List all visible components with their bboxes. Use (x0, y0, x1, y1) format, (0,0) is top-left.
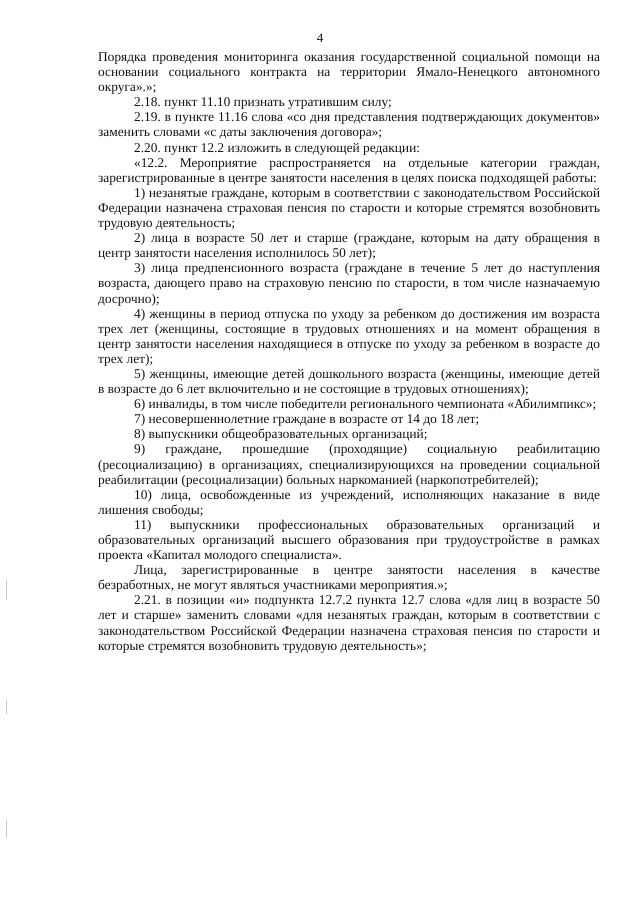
paragraph: Порядка проведения мониторинга оказания государственной социальной помощи на основании социального контракта на территории Ямало-Ненецкого автономного округа».»; (98, 49, 600, 95)
paragraph: 2.21. в позиции «и» подпункта 12.7.2 пункта 12.7 слова «для лиц в возрасте 50 лет и старше» заменить словами «для незанятых граждан, которым в соответствии с законодательством Российской Федерации назначена страховая пенсия по старости и которые стремятся возобновить трудовую деятельность»; (98, 592, 600, 653)
list-item: 9) граждане, прошедшие (проходящие) социальную реабилитацию (ресоциализацию) в организациях, специализирующихся на проведении социальной реабилитации (ресоциализации) больных наркоманией (наркопотребителей); (98, 441, 600, 487)
list-item: 1) незанятые граждане, которым в соответствии с законодательством Российской Федерации назначена страховая пенсия по старости и которые стремятся возобновить трудовую деятельность; (98, 184, 600, 231)
list-item: 8) выпускники общеобразовательных организаций; (134, 426, 428, 442)
paragraph: Лица, зарегистрированные в центре занятости населения в качестве безработных, не могут являться участниками мероприятия.»; (98, 562, 600, 593)
paragraph: «12.2. Мероприятие распространяется на отдельные категории граждан, зарегистрированные в центре занятости населения в целях поиска подходящей работы: (98, 154, 600, 185)
scan-margin-mark (6, 700, 7, 714)
list-item: 11) выпускники профессиональных образовательных организаций и образовательных организаций высшего образования при трудоустройстве в рамках проекта «Капитал молодого специалиста». (98, 516, 600, 563)
list-item: 10) лица, освобожденные из учреждений, исполняющих наказание в виде лишения свободы; (98, 486, 600, 517)
paragraph: 2.19. в пункте 11.16 слова «со дня представления подтверждающих документов» заменить словами «с даты заключения договора»; (98, 109, 600, 140)
list-item: 5) женщины, имеющие детей дошкольного возраста (женщины, имеющие детей в возрасте до 6 лет включительно и не состоящие в трудовых отношениях); (98, 365, 600, 397)
paragraph: 2.18. пункт 11.10 признать утратившим силу; (134, 94, 392, 110)
document-body (98, 49, 600, 653)
list-item: 2) лица в возрасте 50 лет и старше (граждане, которым на дату обращения в центр занятости населения исполнилось 50 лет); (98, 230, 600, 261)
list-item: 3) лица предпенсионного возраста (граждане в течение 5 лет до наступления возраста, дающего право на страховую пенсию по старости, в том числе назначаемую досрочно); (98, 260, 600, 306)
page-number: 4 (316, 30, 324, 45)
list-item: 4) женщины в период отпуска по уходу за ребенком до достижения им возраста трех лет (женщины, состоящие в трудовых отношениях и на момент обращения в центр занятости населения находящиеся в отпуске по уходу за ребенком в возрасте до трех лет); (98, 305, 600, 366)
list-item: 7) несовершеннолетние граждане в возрасте от 14 до 18 лет; (134, 411, 480, 427)
paragraph: 2.20. пункт 12.2 изложить в следующей редакции: (134, 139, 420, 155)
scan-margin-mark (6, 580, 7, 600)
list-item: 6) инвалиды, в том числе победители регионального чемпионата «Абилимпикс»; (134, 396, 597, 412)
scan-margin-mark (6, 820, 7, 838)
